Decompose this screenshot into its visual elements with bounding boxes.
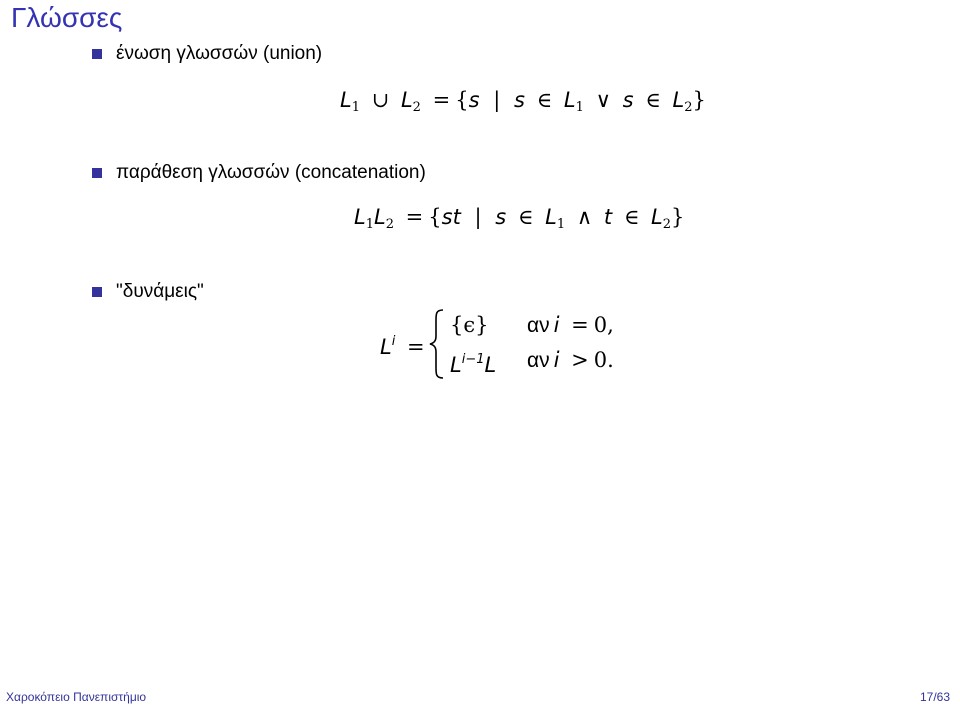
formula-brace: {	[428, 205, 442, 229]
formula-operator: >	[571, 348, 589, 372]
bullet-square-icon	[92, 49, 102, 59]
formula-symbol: L	[651, 205, 663, 229]
formula-symbol: L	[484, 353, 497, 377]
formula-operator: ∪	[371, 88, 390, 112]
formula-operator: ∧	[576, 205, 593, 229]
bullet-union	[92, 42, 322, 66]
bullet-union-label: ένωση γλωσσών (union)	[116, 43, 323, 64]
formula-symbol: s	[514, 88, 525, 112]
formula-operator: ∈	[623, 205, 640, 229]
formula-symbol: L	[672, 88, 685, 112]
formula-symbol: t	[603, 205, 613, 229]
formula-subscript: 2	[684, 100, 693, 115]
formula-operator: =	[571, 313, 589, 337]
formula-operator: =	[405, 205, 424, 229]
formula-number: 0,	[593, 313, 614, 337]
formula-superscript: i−1	[461, 352, 485, 367]
footer-institution: Χαροκόπειο Πανεπιστήμιο	[6, 690, 147, 704]
formula-subscript: 1	[575, 100, 584, 115]
formula-operator: ∈	[536, 88, 553, 112]
bullet-powers	[92, 280, 204, 304]
formula-union	[340, 87, 706, 121]
formula-symbol: s	[622, 88, 634, 112]
formula-powers-lhs	[380, 329, 430, 360]
formula-operator: =	[432, 88, 451, 112]
formula-symbol: L	[340, 88, 352, 112]
case-value: {ϵ}	[450, 313, 489, 337]
formula-symbol: L	[545, 205, 557, 229]
formula-operator: |	[474, 205, 482, 229]
formula-symbol: L	[450, 353, 462, 377]
formula-subscript: 2	[662, 217, 672, 232]
formula-symbol: st	[441, 205, 461, 229]
formula-subscript: 2	[385, 217, 394, 232]
formula-subscript: 1	[556, 217, 566, 232]
formula-symbol: i	[553, 313, 560, 337]
formula-brace: }	[692, 88, 706, 112]
formula-symbol: L	[380, 335, 392, 359]
bullet-square-icon	[92, 168, 102, 178]
formula-brace: }	[671, 205, 685, 229]
case-value	[450, 347, 496, 378]
formula-number: 0.	[593, 348, 614, 372]
bullet-concatenation	[92, 161, 426, 185]
formula-operator: =	[407, 335, 425, 359]
formula-symbol: L	[563, 88, 576, 112]
bullet-concatenation-label: παράθεση γλωσσών (concatenation)	[116, 162, 426, 183]
formula-brace: {	[455, 88, 469, 112]
bullet-square-icon	[92, 287, 102, 297]
formula-symbol: L	[400, 88, 413, 112]
formula-operator: ∈	[645, 88, 661, 112]
formula-subscript: 1	[365, 217, 374, 232]
formula-symbol: L	[373, 205, 386, 229]
condition-word: αν	[527, 349, 550, 372]
formula-symbol: s	[495, 205, 507, 229]
formula-operator: ∨	[595, 88, 611, 112]
formula-symbol: i	[553, 348, 560, 372]
formula-subscript: 2	[412, 100, 421, 115]
formula-symbol: s	[468, 88, 480, 112]
formula-superscript: i	[391, 334, 396, 349]
formula-concatenation	[354, 204, 684, 238]
formula-operator: |	[493, 88, 501, 112]
formula-operator: ∈	[517, 205, 534, 229]
left-brace-icon	[428, 308, 446, 380]
footer-page-number: 17/63	[919, 690, 950, 704]
condition-word: αν	[527, 314, 550, 337]
formula-symbol: L	[354, 205, 366, 229]
formula-subscript: 1	[351, 100, 360, 115]
slide-title: Γλώσσες	[11, 2, 123, 33]
case-condition	[527, 347, 614, 374]
bullet-powers-label: "δυνάμεις"	[116, 281, 204, 302]
case-condition	[527, 312, 614, 339]
formula-powers	[380, 306, 680, 380]
